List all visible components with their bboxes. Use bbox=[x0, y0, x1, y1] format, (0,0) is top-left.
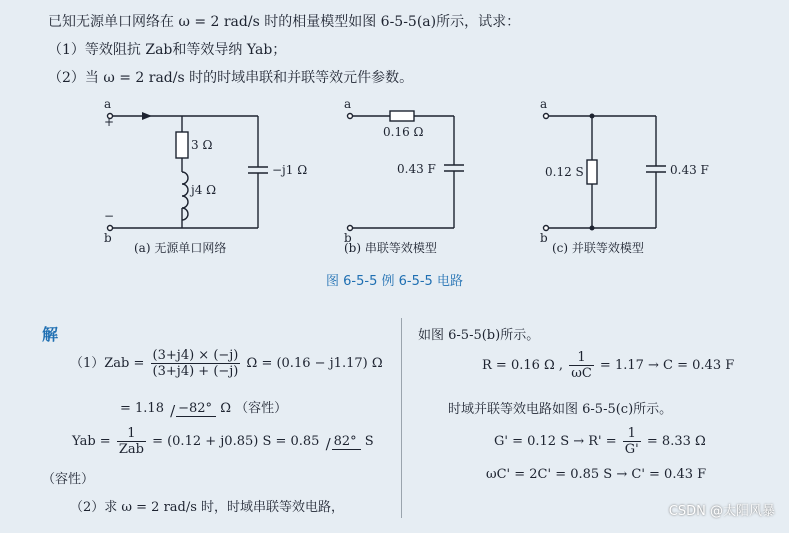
parallel-r-value: = 8.33 Ω bbox=[646, 434, 706, 449]
impedance-fraction bbox=[151, 348, 241, 379]
solution-admittance-nature: （容性） bbox=[42, 472, 95, 487]
parallel-fraction bbox=[623, 426, 641, 457]
parallel-g: G' = 0.12 S → R' = bbox=[494, 434, 617, 449]
circuit-c-node-a: a bbox=[540, 97, 548, 111]
solution-right-fig-b: 如图 6-5-5(b)所示。 bbox=[418, 328, 540, 343]
solution-parallel-r bbox=[494, 426, 706, 457]
circuit-a bbox=[108, 112, 269, 231]
circuit-c-capacitor-label: 0.43 F bbox=[670, 163, 709, 177]
circuit-b-resistor-label: 0.16 Ω bbox=[383, 125, 424, 139]
series-r: R = 0.16 Ω , bbox=[482, 358, 564, 373]
solution-step1-impedance bbox=[70, 348, 383, 379]
circuit-figure bbox=[0, 92, 789, 272]
series-denominator: ωC bbox=[571, 366, 592, 381]
impedance-result: Ω = (0.16 − j1.17) Ω bbox=[246, 356, 383, 371]
circuit-a-minus: − bbox=[104, 209, 115, 223]
circuit-a-inductor-label: j4 Ω bbox=[191, 183, 217, 197]
impedance-prefix: （1）Zab = bbox=[70, 356, 145, 371]
solution-heading: 解 bbox=[42, 325, 59, 344]
admittance-result: = (0.12 + j0.85) S = 0.85 bbox=[152, 434, 320, 449]
watermark: CSDN @太阳风暴 bbox=[668, 504, 775, 519]
circuit-b-caption: (b) 串联等效模型 bbox=[344, 241, 437, 255]
admittance-prefix: Yab = bbox=[72, 434, 111, 449]
solution-step2: （2）求 ω = 2 rad/s 时，时域串联等效电路， bbox=[70, 500, 345, 515]
parallel-numerator: 1 bbox=[623, 426, 641, 442]
problem-statement bbox=[48, 8, 520, 92]
problem-line-1: 已知无源单口网络在 ω = 2 rad/s 时的相量模型如图 6-5-5(a)所示，试求： bbox=[48, 14, 521, 30]
solution-admittance bbox=[72, 426, 374, 457]
circuit-a-node-b: b bbox=[104, 231, 112, 245]
problem-line-2: （1）等效阻抗 Zab和等效导纳 Yab； bbox=[48, 42, 287, 58]
circuit-a-capacitor-label: −j1 Ω bbox=[272, 163, 308, 177]
circuit-a-node-a: a bbox=[104, 97, 112, 111]
circuit-b-node-a: a bbox=[344, 97, 352, 111]
impedance-angle: / −82° bbox=[176, 402, 216, 417]
impedance-nature: Ω （容性） bbox=[220, 401, 288, 416]
circuit-c-junction-top bbox=[590, 114, 595, 119]
circuit-c-junction-bottom bbox=[590, 226, 595, 231]
figure-caption: 图 6-5-5 例 6-5-5 电路 bbox=[326, 274, 463, 289]
circuit-c-caption: (c) 并联等效模型 bbox=[552, 241, 644, 255]
series-c: = 1.17 → C = 0.43 F bbox=[599, 358, 735, 373]
admittance-denominator: Zab bbox=[118, 442, 144, 457]
admittance-fraction bbox=[117, 426, 146, 457]
circuit-a-caption: (a) 无源单口网络 bbox=[134, 241, 227, 255]
series-numerator: 1 bbox=[569, 350, 594, 366]
impedance-numerator: (3+j4) × (−j) bbox=[152, 348, 239, 363]
column-divider bbox=[401, 318, 402, 518]
series-fraction bbox=[569, 350, 594, 381]
circuit-b-node-b: b bbox=[344, 231, 352, 245]
circuit-a-resistor-label: 3 Ω bbox=[191, 138, 213, 152]
circuit-c-node-b: b bbox=[540, 231, 548, 245]
parallel-denominator: G' bbox=[624, 442, 639, 457]
circuit-c-conductance-label: 0.12 S bbox=[545, 165, 584, 179]
circuit-b-capacitor-label: 0.43 F bbox=[397, 162, 436, 176]
solution-series-params bbox=[482, 350, 734, 381]
solution-right-fig-c: 时域并联等效电路如图 6-5-5(c)所示。 bbox=[448, 402, 673, 417]
solution-impedance-polar bbox=[120, 397, 287, 417]
admittance-numerator: 1 bbox=[117, 426, 146, 442]
circuit-a-plus: + bbox=[104, 115, 115, 129]
solution-parallel-c: ωC' = 2C' = 0.85 S → C' = 0.43 F bbox=[486, 467, 707, 482]
admittance-unit: S bbox=[364, 434, 374, 449]
impedance-magnitude: = 1.18 bbox=[120, 401, 164, 416]
problem-line-3: （2）当 ω = 2 rad/s 时的时域串联和并联等效元件参数。 bbox=[48, 70, 414, 86]
impedance-denominator: (3+j4) + (−j) bbox=[152, 364, 239, 379]
admittance-angle: / 82° bbox=[332, 435, 361, 450]
